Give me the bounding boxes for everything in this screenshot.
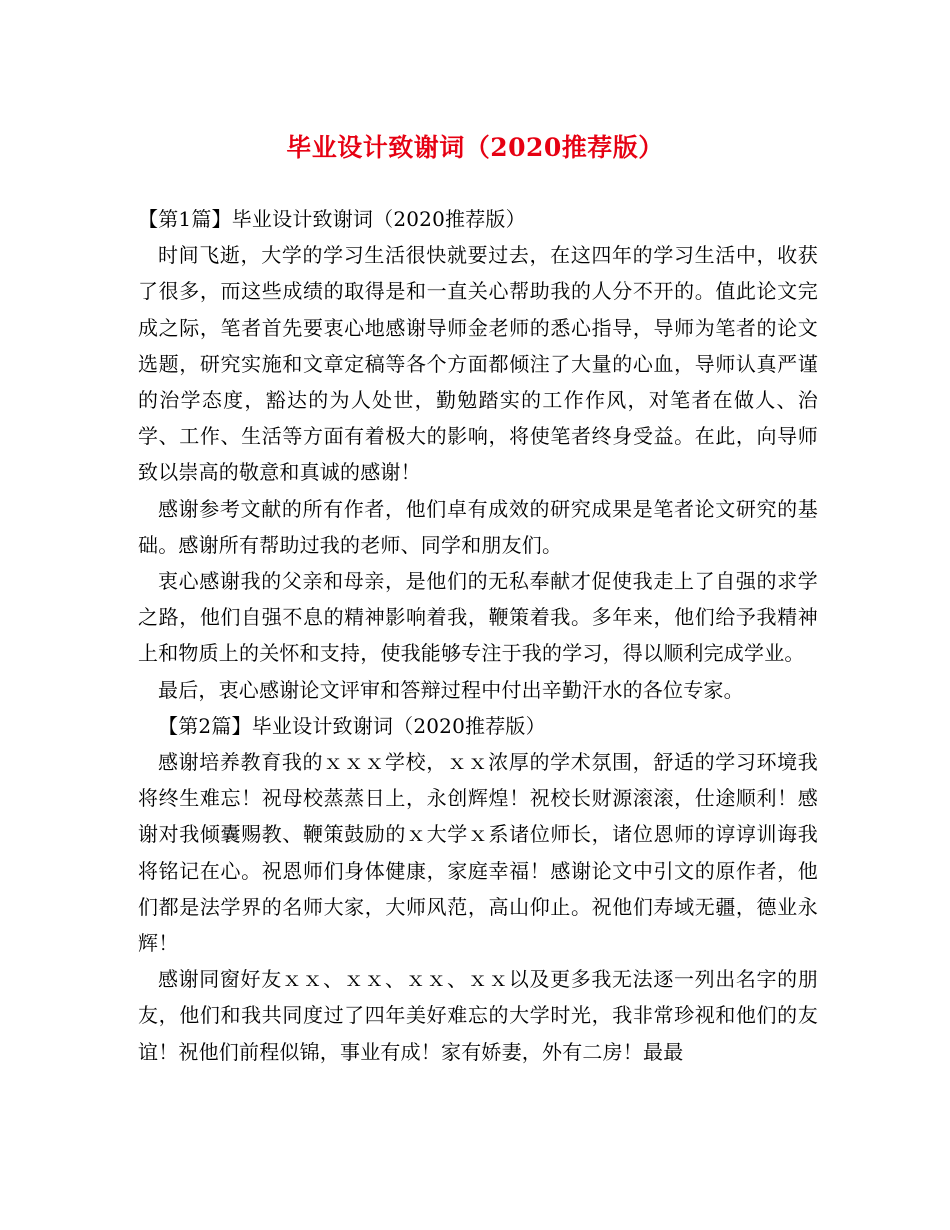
section-heading-2: 【第2篇】毕业设计致谢词（2020推荐版） <box>158 713 546 738</box>
paragraph: 感谢培养教育我的ｘｘｘ学校，ｘｘ浓厚的学术氛围，舒适的学习环境我将终生难忘！祝母校蒸蒸日上，永创辉煌！祝校长财源滚滚，仕途顺利！感谢对我倾囊赐教、鞭策鼓励的ｘ大学ｘ系诸位师长，诸位恩师的谆谆训诲我将铭记在心。祝恩师们身体健康，家庭幸福！感谢论文中引文的原作者，他们都是法学界的名师大家，大师风范，高山仰止。祝他们寿域无疆，德业永辉！ <box>138 750 818 956</box>
paragraph: 感谢参考文献的所有作者，他们卓有成效的研究成果是笔者论文研究的基础。感谢所有帮助过我的老师、同学和朋友们。 <box>138 496 818 557</box>
paragraph: 时间飞逝，大学的学习生活很快就要过去，在这四年的学习生活中，收获了很多，而这些成绩的取得是和一直关心帮助我的人分不开的。值此论文完成之际，笔者首先要衷心地感谢导师金老师的悉心指导，导师为笔者的论文选题，研究实施和文章定稿等各个方面都倾注了大量的心血，导师认真严谨的治学态度，豁达的为人处世，勤勉踏实的工作作风，对笔者在做人、治学、工作、生活等方面有着极大的影响，将使笔者终身受益。在此，向导师致以崇高的敬意和真诚的感谢！ <box>138 243 818 485</box>
paragraph: 感谢同窗好友ｘｘ、ｘｘ、ｘｘ、ｘｘ以及更多我无法逐一列出名字的朋友，他们和我共同度过了四年美好难忘的大学时光，我非常珍视和他们的友谊！祝他们前程似锦，事业有成！家有娇妻，外有二房！最最 <box>138 967 818 1064</box>
document-title: 毕业设计致谢词（2020推荐版） <box>286 133 664 162</box>
document-body <box>138 201 818 1070</box>
paragraph: 衷心感谢我的父亲和母亲，是他们的无私奉献才促使我走上了自强的求学之路，他们自强不息的精神影响着我，鞭策着我。多年来，他们给予我精神上和物质上的关怀和支持，使我能够专注于我的学习，得以顺利完成学业。 <box>138 569 818 666</box>
section-heading-1: 【第1篇】毕业设计致谢词（2020推荐版） <box>138 207 526 231</box>
paragraph: 最后，衷心感谢论文评审和答辩过程中付出辛勤汗水的各位专家。 <box>158 677 744 702</box>
